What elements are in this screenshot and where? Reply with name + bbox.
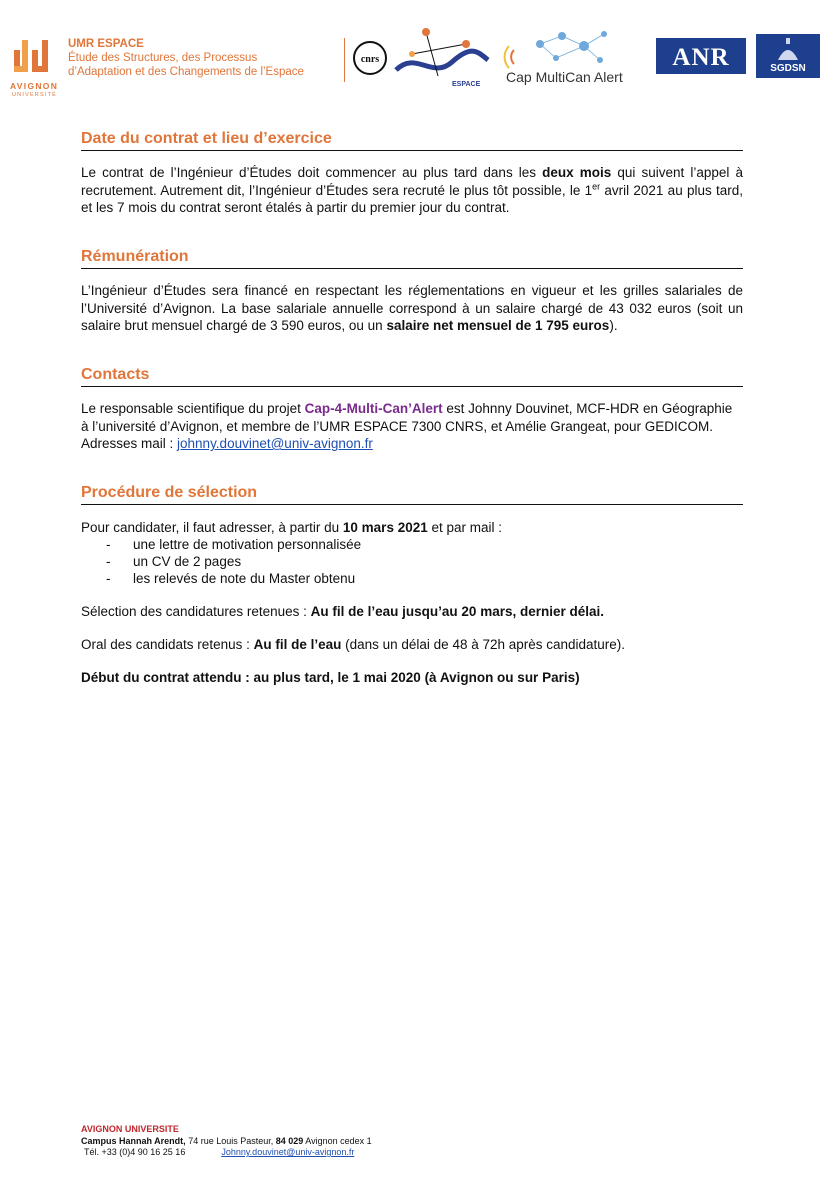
list-item: - les relevés de note du Master obtenu bbox=[106, 571, 356, 586]
section-heading: Date du contrat et lieu d’exercice bbox=[81, 130, 743, 151]
section-remuneration bbox=[81, 248, 743, 335]
text-run: ). bbox=[609, 318, 618, 333]
text-run: qui suivent l’appel à recrutement. Autrement dit, l’Ingénieur d’Études sera recruté le plus tôt possible, le 1 bbox=[81, 165, 743, 198]
section-paragraph bbox=[81, 282, 743, 335]
section-date-contrat bbox=[81, 130, 743, 217]
footer-campus: Campus Hannah Arendt, bbox=[81, 1135, 186, 1146]
cnrs-label: cnrs bbox=[360, 54, 380, 65]
universite-name: UNIVERSITÉ bbox=[12, 92, 58, 98]
text-run: Pour candidater, il faut adresser, à partir du bbox=[81, 520, 343, 535]
section-paragraph bbox=[81, 164, 743, 217]
procedure-intro bbox=[81, 519, 743, 536]
sgdsn-label: SGDSN bbox=[770, 63, 806, 74]
sgdsn-logo bbox=[756, 34, 820, 78]
bold-text: deux mois bbox=[542, 165, 612, 180]
header-separator bbox=[344, 38, 345, 82]
au-mark-icon bbox=[12, 36, 56, 82]
text-run: L’Ingénieur d’Études sera financé en respectant les réglementations en vigueur et les grilles salariales de l’Université d’Avignon. La base salariale annuelle correspond à un salaire chargé de 43 032 euros (soit un salaire brut mensuel chargé de 3 590 euros, ou un bbox=[81, 283, 743, 333]
section-heading: Procédure de sélection bbox=[81, 484, 743, 505]
footer-phone: Tél. +33 (0)4 90 16 25 16 bbox=[84, 1147, 186, 1157]
section-heading: Rémunération bbox=[81, 248, 743, 269]
text-run: Le responsable scientifique du projet bbox=[81, 401, 305, 416]
list-item-text: une lettre de motivation personnalisée bbox=[133, 537, 362, 552]
superscript: er bbox=[592, 181, 601, 191]
bold-text: Au fil de l’eau jusqu’au 20 mars, dernier délai. bbox=[310, 604, 604, 619]
cap-label: Cap MultiCan Alert bbox=[506, 69, 623, 85]
list-item: - un CV de 2 pages bbox=[106, 554, 242, 569]
project-name: Cap-4-Multi-Can’Alert bbox=[304, 401, 443, 416]
oral-line bbox=[81, 636, 743, 653]
avignon-name: AVIGNON bbox=[10, 81, 59, 91]
text-run: Sélection des candidatures retenues : bbox=[81, 604, 311, 619]
list-item: - une lettre de motivation personnalisée bbox=[106, 537, 362, 552]
list-item-text: les relevés de note du Master obtenu bbox=[133, 571, 356, 586]
bold-text: salaire net mensuel de 1 795 euros bbox=[386, 318, 610, 333]
list-item-text: un CV de 2 pages bbox=[133, 554, 242, 569]
footer-email-link[interactable]: Johnny.douvinet@univ-avignon.fr bbox=[221, 1147, 355, 1157]
bold-text: Au fil de l’eau bbox=[253, 637, 342, 652]
text-run: avril 2021 au plus tard, et les 7 mois du contrat seront étalés à partir du premier jour du contrat. bbox=[81, 182, 743, 215]
text-run: Avignon cedex 1 bbox=[303, 1135, 372, 1146]
text-run: Oral des candidats retenus : bbox=[81, 637, 254, 652]
dome-icon bbox=[756, 34, 820, 64]
umr-espace-block bbox=[68, 38, 348, 79]
footer-contact bbox=[81, 1147, 481, 1159]
text-run: est Johnny Douvinet, MCF-HDR en Géographie à l’université d’Avignon, et membre de l’UMR ESPACE 7300 CNRS, et Amélie Grangeat, pour GEDICOM. bbox=[81, 401, 733, 434]
section-paragraph bbox=[81, 400, 743, 453]
footer-address bbox=[81, 1136, 481, 1148]
text-run: et par mail : bbox=[427, 520, 503, 535]
section-heading: Contacts bbox=[81, 366, 743, 387]
contact-email-link[interactable]: johnny.douvinet@univ-avignon.fr bbox=[177, 436, 373, 451]
text-run: Le contrat de l’Ingénieur d’Études doit commencer au plus tard dans les bbox=[81, 165, 543, 180]
required-documents-list bbox=[81, 536, 743, 587]
espace-logo bbox=[392, 24, 492, 88]
umr-subtitle-line2: d’Adaptation et des Changements de l’Espace bbox=[68, 66, 304, 78]
page-header bbox=[0, 22, 835, 102]
avignon-universite-logo bbox=[10, 36, 60, 100]
espace-label: ESPACE bbox=[452, 81, 481, 88]
umr-title: UMR ESPACE bbox=[68, 38, 144, 50]
cnrs-logo bbox=[352, 40, 388, 76]
debut-contrat-line: Début du contrat attendu : au plus tard, le 1 mai 2020 (à Avignon ou sur Paris) bbox=[81, 670, 580, 685]
section-contacts bbox=[81, 366, 743, 453]
umr-subtitle-line1: Étude des Structures, des Processus bbox=[68, 52, 258, 64]
text-run: (dans un délai de 48 à 72h après candidature). bbox=[341, 637, 626, 652]
section-procedure bbox=[81, 484, 743, 686]
page-footer bbox=[81, 1124, 481, 1159]
footer-org: AVIGNON UNIVERSITE bbox=[81, 1124, 179, 1134]
mail-label: Adresses mail : bbox=[81, 436, 178, 451]
anr-logo: ANR bbox=[656, 38, 746, 74]
cap-multican-alert-logo bbox=[500, 30, 644, 94]
footer-postcode: 84 029 bbox=[275, 1135, 304, 1146]
selection-line bbox=[81, 603, 743, 620]
bold-text: 10 mars 2021 bbox=[342, 520, 428, 535]
text-run: 74 rue Louis Pasteur, bbox=[185, 1135, 276, 1146]
